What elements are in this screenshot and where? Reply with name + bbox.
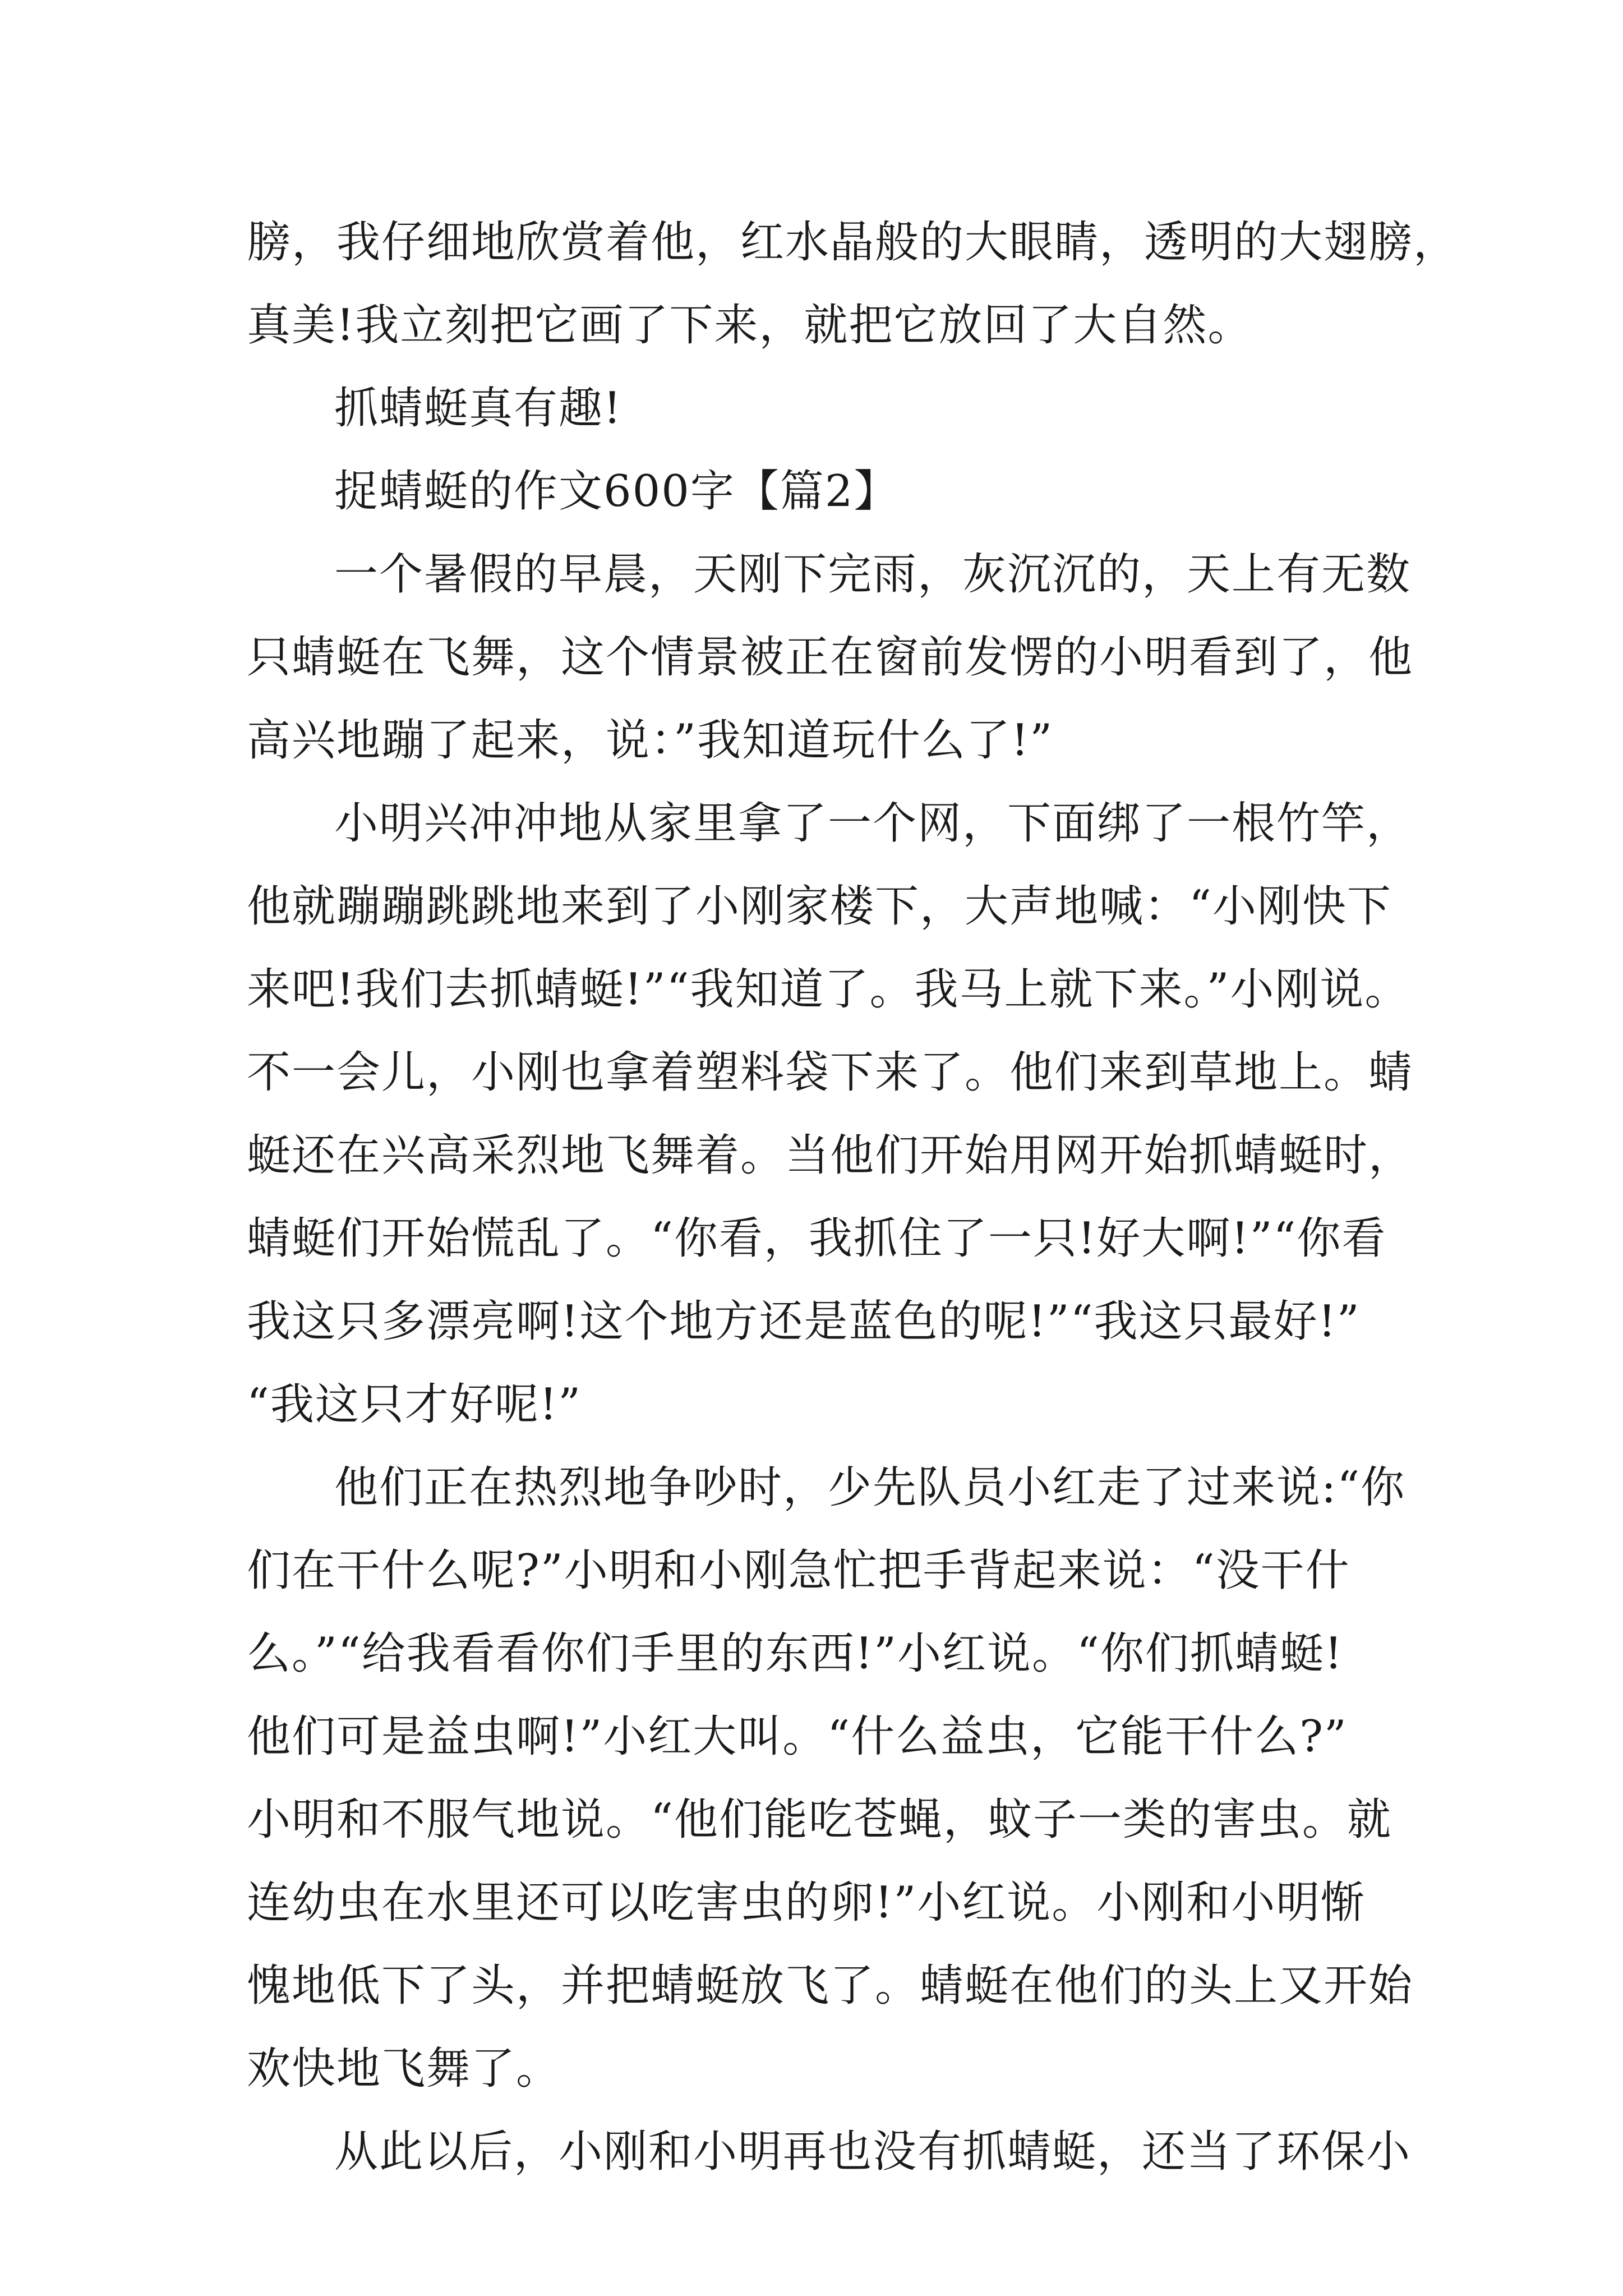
text-line: 欢快地飞舞了。 <box>247 2044 561 2094</box>
text-line: 一个暑假的早晨，天刚下完雨，灰沉沉的，天上有无数 <box>334 549 1412 600</box>
text-line: 我这只多漂亮啊!这个地方还是蓝色的呢!”“我这只最好!” <box>247 1296 1361 1347</box>
text-line: 高兴地蹦了起来，说：”我知道玩什么了!” <box>247 715 1054 766</box>
text-line: 么。”“给我看看你们手里的东西!”小红说。“你们抓蜻蜓! <box>247 1628 1344 1679</box>
text-line: 们在干什么呢?”小明和小刚急忙把手背起来说：“没干什 <box>247 1545 1350 1596</box>
section-heading: 捉蜻蜓的作文600字【篇2】 <box>334 466 899 517</box>
text-line: 小明和不服气地说。“他们能吃苍蝇，蚊子一类的害虫。就 <box>247 1795 1392 1845</box>
text-line: 愧地低下了头，并把蜻蜓放飞了。蜻蜓在他们的头上又开始 <box>247 1961 1414 2011</box>
text-line: 从此以后，小刚和小明再也没有抓蜻蜓，还当了环保小 <box>334 2127 1412 2177</box>
text-line: 抓蜻蜓真有趣! <box>334 383 623 434</box>
text-line: 不一会儿，小刚也拿着塑料袋下来了。他们来到草地上。蜻 <box>247 1047 1414 1098</box>
text-line: 只蜻蜓在飞舞，这个情景被正在窗前发愣的小明看到了，他 <box>247 632 1414 683</box>
text-line: 他们正在热烈地争吵时，少先队员小红走了过来说:“你 <box>334 1462 1406 1513</box>
text-line: 真美!我立刻把它画了下来，就把它放回了大自然。 <box>247 300 1253 351</box>
text-line: 他们可是益虫啊!”小红大叫。“什么益虫，它能干什么?” <box>247 1711 1348 1762</box>
text-line: 膀，我仔细地欣赏着他，红水晶般的大眼睛，透明的大翅膀， <box>247 217 1459 268</box>
text-line: “我这只才好呢!” <box>247 1379 582 1430</box>
text-line: 小明兴冲冲地从家里拿了一个网，下面绑了一根竹竿， <box>334 798 1412 849</box>
text-line: 蜻蜓们开始慌乱了。“你看，我抓住了一只!好大啊!”“你看 <box>247 1213 1387 1264</box>
text-line: 蜓还在兴高采烈地飞舞着。当他们开始用网开始抓蜻蜓时， <box>247 1130 1414 1181</box>
text-line: 连幼虫在水里还可以吃害虫的卵!”小红说。小刚和小明惭 <box>247 1878 1366 1928</box>
document-body <box>247 201 1459 2193</box>
text-line: 来吧!我们去抓蜻蜓!”“我知道了。我马上就下来。”小刚说。 <box>247 964 1410 1015</box>
text-line: 他就蹦蹦跳跳地来到了小刚家楼下，大声地喊：“小刚快下 <box>247 881 1392 932</box>
